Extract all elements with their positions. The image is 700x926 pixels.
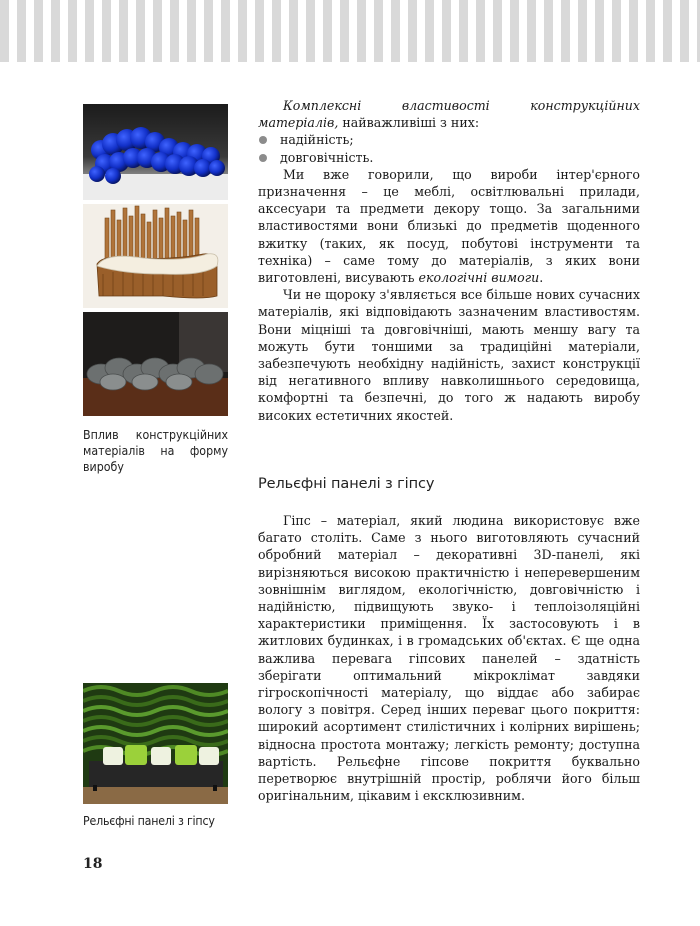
photo-bamboo-bench (83, 204, 228, 308)
page-number: 18 (83, 856, 103, 872)
intro-lead-italic: Комплексні властивості конструкційних матеріалів, (258, 98, 640, 131)
caption-materials-influence: Вплив конструкційних матеріалів на форму виробу (83, 428, 228, 474)
list-item: довговічність. (258, 149, 640, 166)
decorative-header-stripes (0, 0, 700, 62)
paragraph-interior-products: Ми вже говорили, що вироби інтер'єрного призначення – це меблі, освітлювальні прилади, аксесуари та предмети декору тощо. За загальними властивостями вони близькі до предметів щоденного вжитку (таких, як посуд, побутові інструменти та техніка) – саме тому до матеріалів, з яких вони виготовлені, висувають екологічні вимоги. (258, 166, 640, 286)
photo-blue-ball-sofa (83, 104, 228, 200)
paragraph-new-materials: Чи не щороку з'являється все більше нових сучасних матеріалів, які відповідають зазначеним властивостям. Вони міцніші та довговічніші, мають меншу вагу та можуть бути тоншими за традиційні матеріали, забезпечують необхідну надійність, захист конструкції від негативного впливу навколишнього середовища, комфортні та безпечні, до того ж надають виробу високих естетичних якостей. (258, 287, 640, 423)
intro-paragraph (258, 97, 640, 131)
eco-requirements-emphasis: екологічні вимоги (418, 270, 540, 286)
photo-grey-knot-pillows (83, 312, 228, 416)
properties-list (258, 131, 640, 165)
section-gypsum-panels (258, 512, 640, 804)
photo-gypsum-relief-panels (83, 683, 228, 804)
bullet-icon (259, 136, 267, 144)
intro-rest: найважливіші з них: (338, 115, 480, 131)
list-item: надійність; (258, 131, 640, 148)
section-heading-gypsum: Рельєфні панелі з гіпсу (258, 476, 435, 492)
section-materials-properties (258, 97, 640, 424)
paragraph-gypsum: Гіпс – матеріал, який людина використовує вже багато століть. Саме з нього виготовляють сучасний обробний матеріал – декоративні 3D-панелі, які вирізняються високою практичністю і неперевершеним зовнішнім виглядом, екологічністю, довговічністю і надійністю, підвищують звуко- і теплоізоляційні характеристики приміщення. Їх застосовують і в житлових будинках, і в громадських об'єктах. Є ще одна важлива перевага гіпсових панелей – здатність зберігати оптимальний мікроклімат завдяки гігроскопічності матеріалу, що віддає або забирає вологу з повітря. Серед інших переваг цього покриття: широкий асортимент стилістичних і колірних вирішень; відносна простота монтажу; легкість ремонту; доступна вартість. Рельєфне гіпсове покриття буквально перетворює внутрішній простір, роблячи його більш оригінальним, цікавим і ексклюзивним. (258, 513, 640, 804)
caption-gypsum-panels: Рельєфні панелі з гіпсу (83, 814, 215, 828)
bullet-icon (259, 154, 267, 162)
